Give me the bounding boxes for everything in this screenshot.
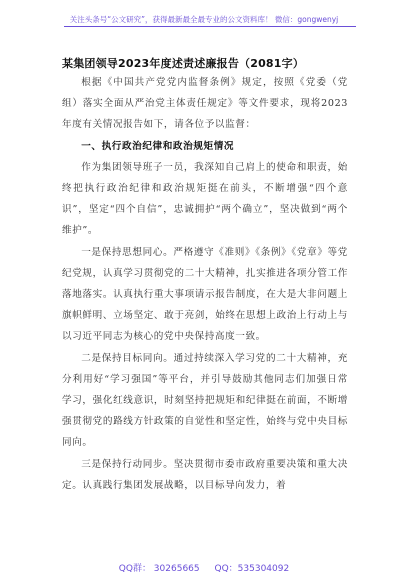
footer-qq-group: QQ群： 30265665 — [118, 564, 200, 574]
section-heading: 一、执行政治纪律和政治规矩情况 — [81, 140, 235, 152]
document-title: 某集团领导2023年度述责述廉报告（2081字） — [62, 57, 305, 70]
footer-qq-contact: QQ：535304092 — [214, 564, 290, 574]
body-paragraph: 二是保持目标同向。通过持续深入学习党的二十大精神，充分利用好“学习强国”等平台，并引导鼓励其他同志们加强日常学习，强化红线意识，时刻坚持把规矩和纪律挺在前面，不断增强贯彻党的路线方针政策的自觉性和坚定性，始终与党中央目标同向。 — [62, 352, 348, 449]
header-divider — [64, 26, 356, 27]
page-footer — [0, 561, 408, 574]
page-header-banner: 关注头条号“公文研究”，获得最新最全最专业的公文资料库！ 微信：gongwenyj — [69, 15, 339, 24]
intro-paragraph: 根据《中国共产党党内监督条例》规定，按照《党委（党组）落实全面从严治党主体责任规定》等文件要求，现将2023年度有关情况报告如下，请各位予以监督： — [62, 77, 348, 131]
body-paragraph: 一是保持思想同心。严格遵守《准则》《条例》《党章》等党纪党规，认真学习贯彻党的二十大精神，扎实推进各项分管工作落地落实。认真执行重大事项请示报告制度，在大是大非问题上旗帜鲜明、立场坚定、敢于亮剑，始终在思想上政治上行动上与以习近平同志为核心的党中央保持高度一致。 — [62, 246, 348, 343]
body-paragraph: 作为集团领导班子一员，我深知自己肩上的使命和职责，始终把执行政治纪律和政治规矩挺在前头，不断增强“四个意识”，坚定“四个自信”，忠诚拥护“两个确立”，坚决做到“两个维护”。 — [62, 161, 348, 237]
document-body — [62, 72, 348, 496]
body-paragraph: 三是保持行动同步。坚决贯彻市委市政府重要决策和重大决定。认真践行集团发展战略，以目标导向发力，着 — [62, 458, 348, 491]
